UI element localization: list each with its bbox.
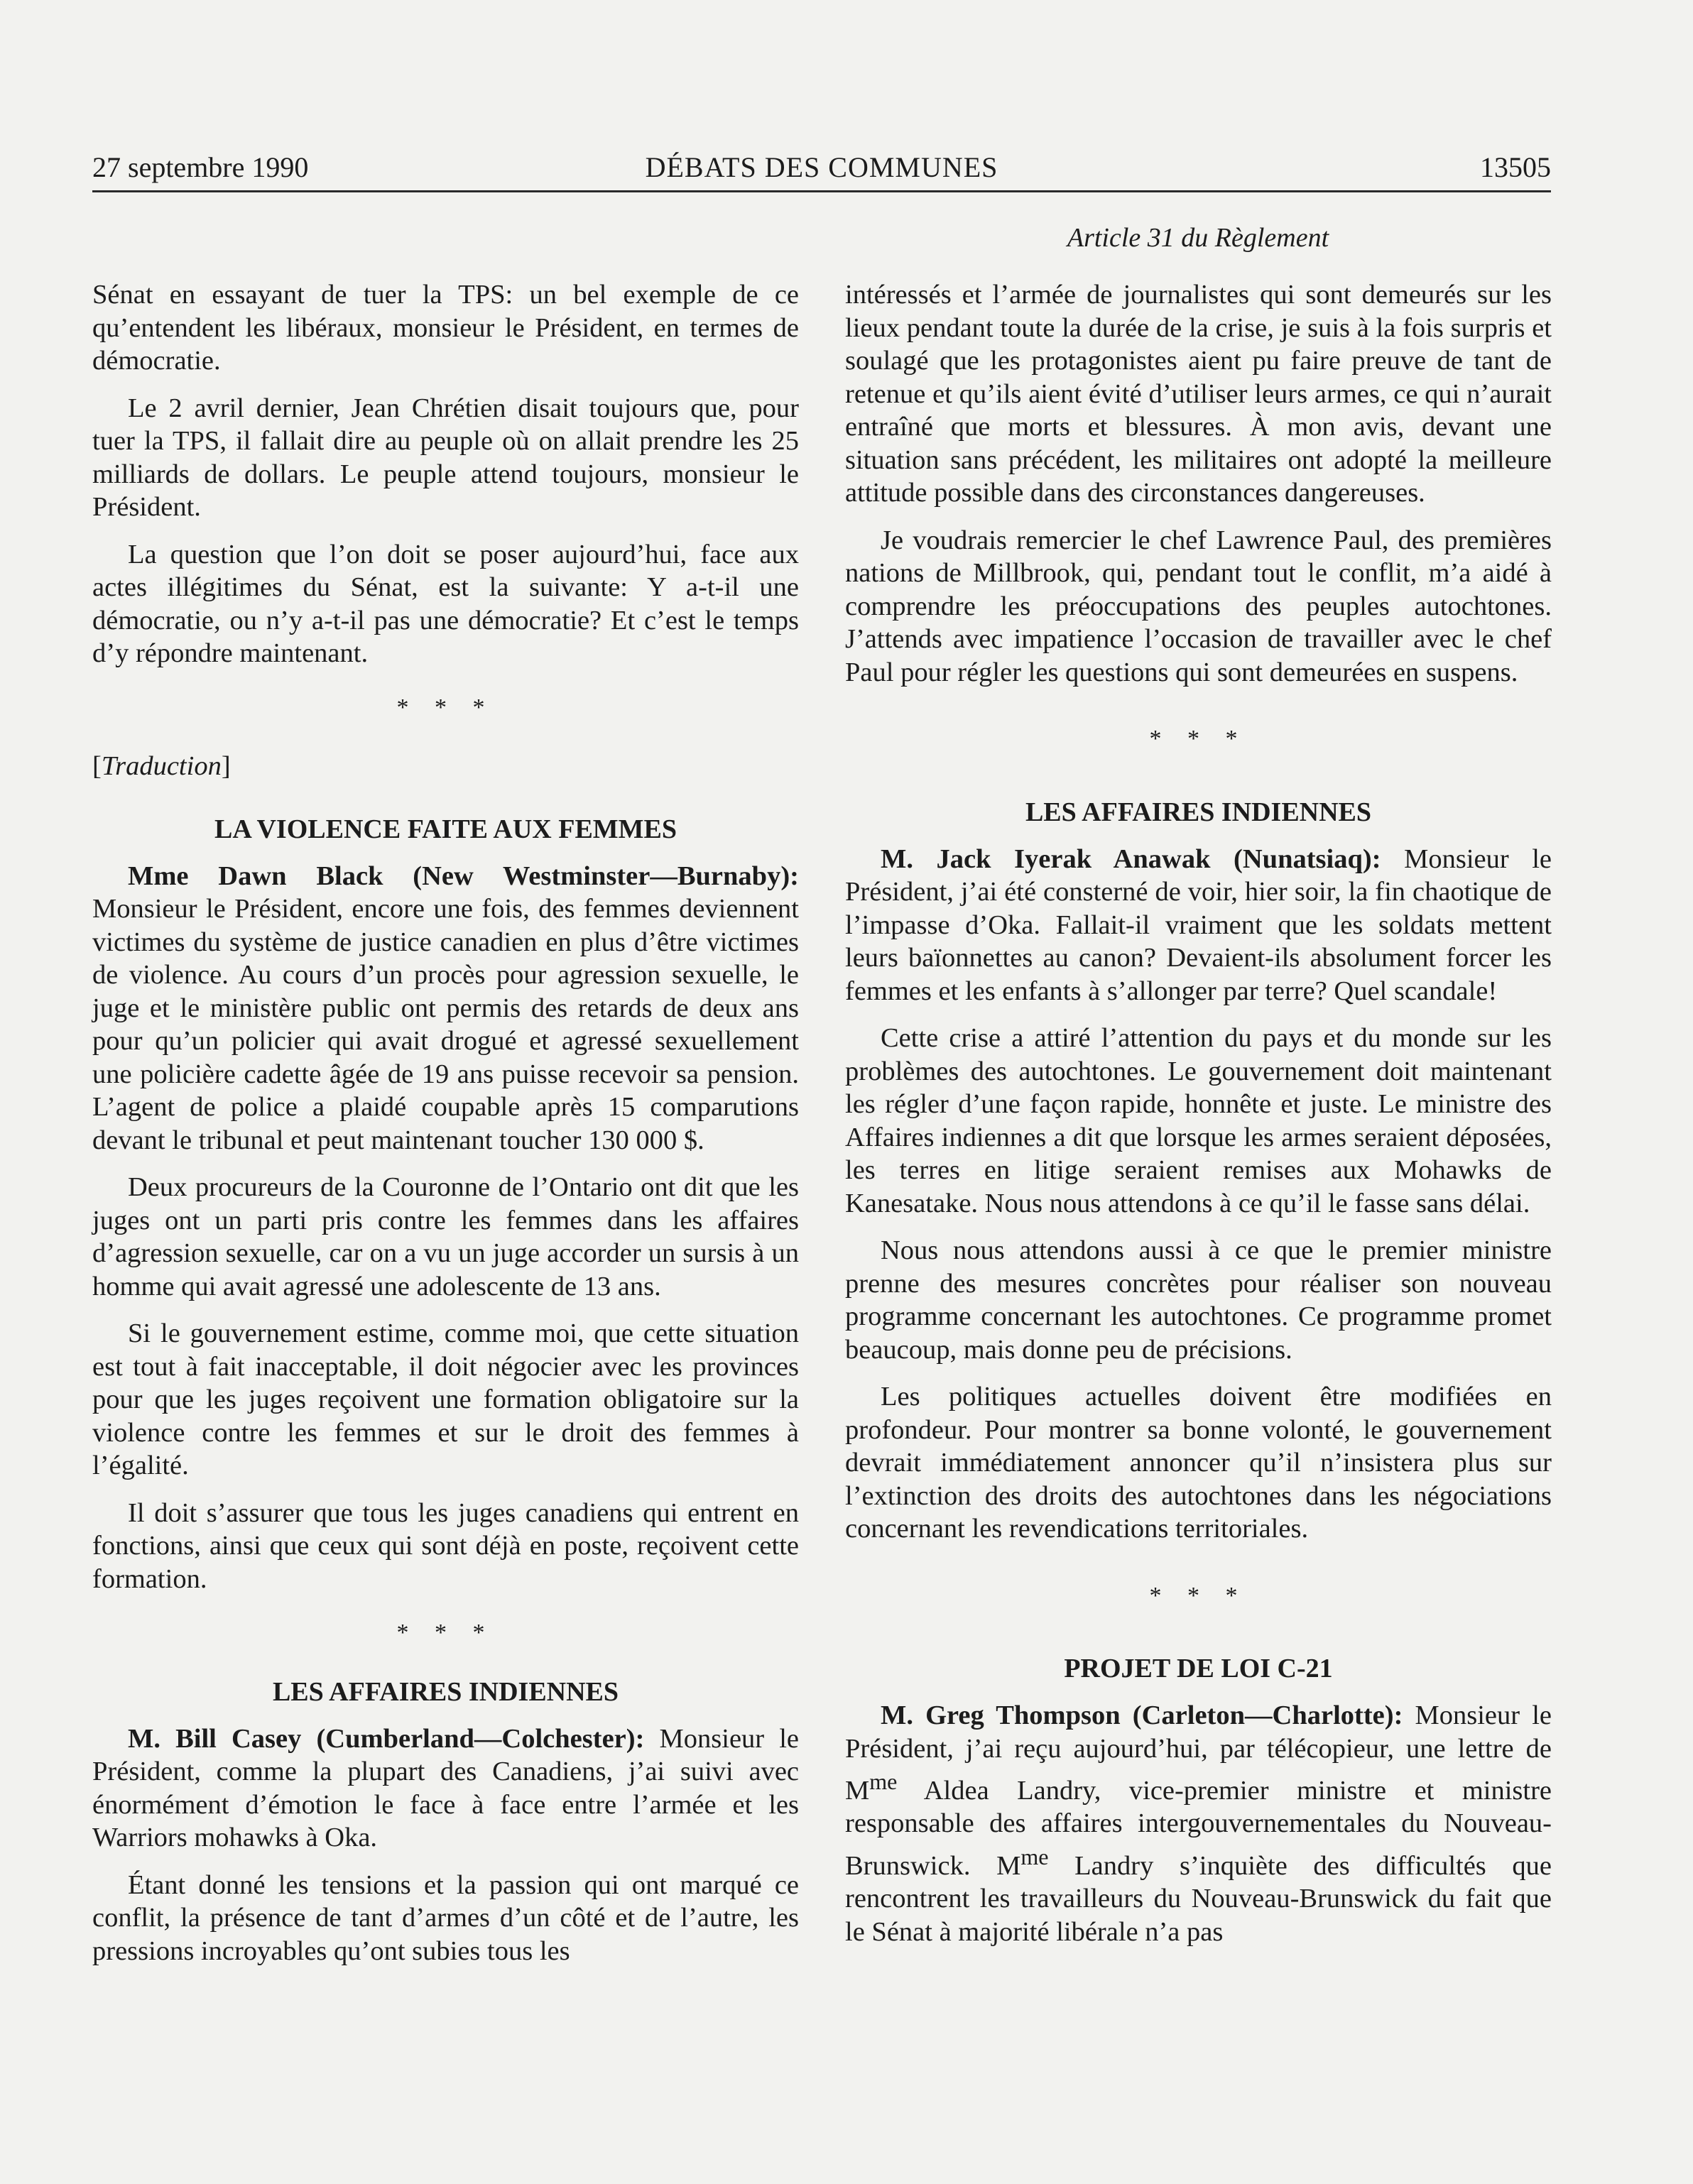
paragraph: Nous nous attendons aussi à ce que le premier ministre prenne des mesures concrètes pour réaliser son nouveau programme concernant les autochtones. Ce programme promet beaucoup, mais donne peu de précisions. xyxy=(845,1235,1552,1365)
section-separator: * * * xyxy=(1149,1582,1248,1609)
superscript: me xyxy=(1020,1843,1049,1869)
speech-text: Monsieur le Président, encore une fois, des femmes deviennent victimes du système de justice canadien en plus d’être victimes de violence. Au cours d’un procès pour agression sexuelle, le juge et le ministère public ont permis des retards de deux ans pour qu’un policier qui avait drogué et agressé sexuellement une policière cadette âgée de 19 ans puisse recevoir sa pension. L’agent de police a plaidé coupable après 15 comparutions devant le tribunal et peut maintenant toucher 130 000 $. xyxy=(92,894,799,1155)
section-heading: LES AFFAIRES INDIENNES xyxy=(272,1676,619,1707)
paragraph: Deux procureurs de la Couronne de l’Ontario ont dit que les juges ont un parti pris contre les femmes dans les affaires d’agression sexuelle, car on a vu un juge accorder un sursis à un homme qui avait agressé une adolescente de 13 ans. xyxy=(92,1172,799,1301)
speaker-name: M. Jack Iyerak Anawak (Nunatsiaq): xyxy=(881,843,1381,874)
page-header xyxy=(92,146,1551,189)
speaker-name: M. Greg Thompson (Carleton—Charlotte): xyxy=(881,1700,1403,1730)
paragraph: Le 2 avril dernier, Jean Chrétien disait toujours que, pour tuer la TPS, il fallait dire au peuple où on allait prendre les 25 milliards de dollars. Le peuple attend toujours, monsieur le Président. xyxy=(92,393,799,522)
speaker-name: Mme Dawn Black (New Westminster—Burnaby): xyxy=(128,861,799,891)
section-heading: LES AFFAIRES INDIENNES xyxy=(1025,797,1372,827)
paragraph xyxy=(92,1722,799,1855)
paragraph xyxy=(845,843,1552,1008)
paragraph: La question que l’on doit se poser aujourd’hui, face aux actes illégitimes du Sénat, est la suivante: Y a-t-il une démocratie, ou n’y a-t-il pas une démocratie? Et c’est le temps d’y répondre maintenant. xyxy=(92,539,799,668)
paragraph: Les politiques actuelles doivent être modifiées en profondeur. Pour montrer sa bonne volonté, le gouvernement devrait immédiatement annoncer qu’il n’insistera plus sur l’extinction des droits des autochtones dans les négociations concernant les revendications territoriales. xyxy=(845,1382,1552,1544)
speech-text: Aldea Landry, vice-premier ministre et ministre responsable des affaires intergouvernementales du Nouveau-Brunswick. M xyxy=(845,1775,1552,1881)
paragraph: Si le gouvernement estime, comme moi, que cette situation est tout à fait inacceptable, il doit négocier avec les provinces pour que les juges reçoivent une formation obligatoire sur la violence contre les femmes et sur le droit des femmes à l’égalité. xyxy=(92,1318,799,1480)
paragraph xyxy=(845,1699,1552,1948)
paragraph: Il doit s’assurer que tous les juges canadiens qui entrent en fonctions, ainsi que ceux qui sont déjà en poste, reçoivent cette formation. xyxy=(92,1497,799,1594)
paragraph xyxy=(92,860,799,1157)
right-column xyxy=(845,278,1552,1948)
speech-text: Monsieur le Président, j’ai été consterné de voir, hier soir, la fin chaotique de l’impasse d’Oka. Fallait-il vraiment que les soldats mettent leurs baïonnettes au canon? Devaient-ils absolument forcer les femmes et les enfants à s’allonger par terre? Quel scandale! xyxy=(845,843,1552,1006)
paragraph: Je voudrais remercier le chef Lawrence Paul, des premières nations de Millbrook, qui, pendant tout le conflit, m’a aidé à comprendre les préoccupations des peuples autochtones. J’attends avec impatience l’occasion de travailler avec le chef Paul pour régler les questions qui sont demeurées en suspens. xyxy=(845,525,1552,687)
paragraph: intéressés et l’armée de journalistes qui sont demeurés sur les lieux pendant toute la durée de la crise, je suis à la fois surpris et soulagé que les protagonistes aient pu faire preuve de tant de retenue et qu’ils aient évité d’utiliser leurs armes, ce qui n’aurait entraîné que morts et blessures. À mon avis, devant une situation sans précédent, les militaires ont adopté la meilleure attitude possible dans des circonstances dangereuses. xyxy=(845,280,1552,508)
header-title: DÉBATS DES COMMUNES xyxy=(645,151,998,183)
superscript: me xyxy=(869,1769,898,1794)
section-heading: PROJET DE LOI C-21 xyxy=(1064,1654,1333,1683)
paragraph: Sénat en essayant de tuer la TPS: un bel exemple de ce qu’entendent les libéraux, monsieur le Président, en termes de démocratie. xyxy=(92,280,799,376)
header-date: 27 septembre 1990 xyxy=(92,151,309,183)
speech-text: Monsieur le Président, j’ai reçu aujourd’hui, par télécopieur, une lettre de M xyxy=(845,1700,1552,1806)
paragraph: Cette crise a attiré l’attention du pays et du monde sur les problèmes des autochtones. Le gouvernement doit maintenant les régler d’une façon rapide, honnête et juste. Le ministre des Affaires indiennes a dit que lorsque les armes seraient déposées, les terres en litige seraient remises aux Mohawks de Kanesatake. Nous nous attendons à ce qu’il le fasse sans délai. xyxy=(845,1023,1552,1218)
header-page-number: 13505 xyxy=(1480,151,1551,183)
section-separator: * * * xyxy=(1149,726,1248,752)
section-subheader: Article 31 du Règlement xyxy=(1067,223,1329,253)
traduction-note: [Traduction] xyxy=(92,751,231,781)
left-column xyxy=(92,278,799,1967)
section-heading: LA VIOLENCE FAITE AUX FEMMES xyxy=(214,814,677,844)
section-separator: * * * xyxy=(396,694,495,721)
speaker-name: M. Bill Casey (Cumberland—Colchester): xyxy=(128,1723,645,1754)
speech-text: Monsieur le Président, comme la plupart des Canadiens, j’ai suivi avec énormément d’émotion le face à face entre l’armée et les Warriors mohawks à Oka. xyxy=(92,1723,800,1852)
section-separator: * * * xyxy=(396,1620,495,1646)
traduction-label: Traduction xyxy=(101,751,222,781)
speech-text: Landry s’inquiète des difficultés que rencontrent les travailleurs du Nouveau-Brunswick du fait que le Sénat à majorité libérale n’a pas xyxy=(845,1850,1552,1947)
paragraph: Étant donné les tensions et la passion qui ont marqué ce conflit, la présence de tant d’armes d’un côté et de l’autre, les pressions incroyables qu’ont subies tous les xyxy=(92,1869,799,1966)
header-rule xyxy=(92,190,1551,192)
